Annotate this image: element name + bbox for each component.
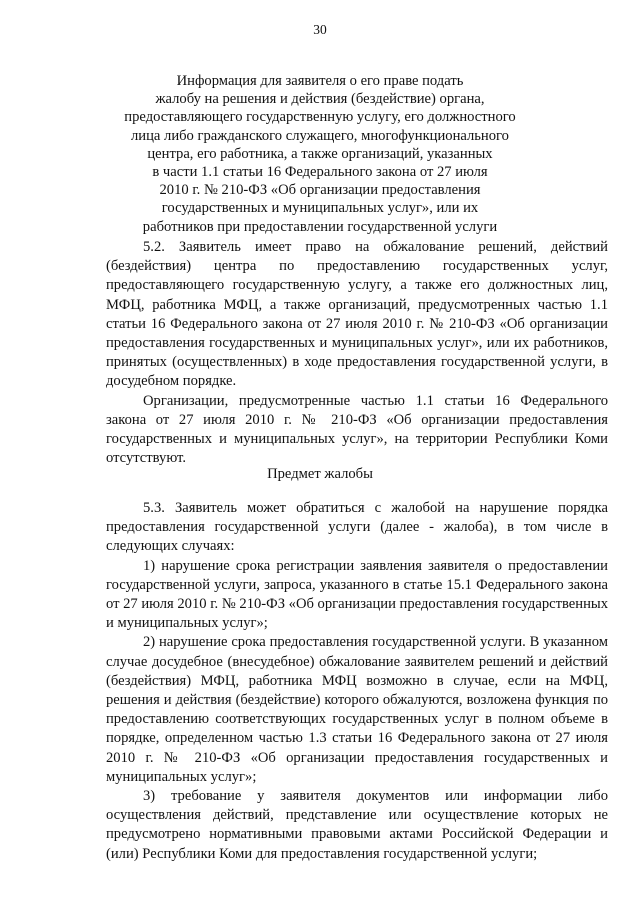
section-5-3-body — [106, 499, 608, 864]
heading-line: предоставляющего государственную услугу, его должностного — [124, 109, 516, 126]
subheading: Предмет жалобы — [267, 466, 373, 482]
heading-line: в части 1.1 статьи 16 Федерального закона от 27 июля — [152, 164, 488, 181]
list-item: 3) требование у заявителя документов или информации либо осуществления действий, представление или осуществление которых не предусмотрено нормативными правовыми актами Российской Федерации и (или) Республики Коми для предоставления государственной услуги; — [106, 788, 608, 862]
page-number: 30 — [313, 22, 327, 37]
section-heading — [0, 72, 640, 236]
paragraph: 5.3. Заявитель может обратиться с жалобой на нарушение порядка предоставления государственной услуги (далее - жалоба), в том числе в следующих случаях: — [106, 500, 608, 555]
paragraph: Организации, предусмотренные частью 1.1 статьи 16 Федерального закона от 27 июля 2010 г. № 210-ФЗ «Об организации предоставления государственных и муниципальных услуг», на территории Республики Коми отсутствуют. — [106, 392, 608, 467]
heading-line: лица либо гражданского служащего, многофункционального — [131, 127, 509, 144]
heading-line: Информация для заявителя о его праве подать — [176, 73, 464, 89]
section-5-2-body — [106, 238, 608, 468]
list-item: 2) нарушение срока предоставления государственной услуги. В указанном случае досудебное (внесудебное) обжалование заявителем решений и действий (бездействия) МФЦ, работника МФЦ возможно в случае, если на МФЦ, решения и действия (бездействие) которого обжалуются, возложена функция по предоставлению соответствующих государственных услуг в полном объеме в порядке, определенном частью 1.3 статьи 16 Федерального закона от 27 июля 2010 г. № 210-ФЗ «Об организации предоставления государственных и муниципальных услуг»; — [106, 634, 608, 785]
heading-line: 2010 г. № 210-ФЗ «Об организации предоставления — [159, 182, 481, 199]
heading-line: центра, его работника, а также организаций, указанных — [147, 145, 493, 162]
heading-line: жалобу на решения и действия (бездействие) органа, — [155, 91, 485, 108]
paragraph: 5.2. Заявитель имеет право на обжалование решений, действий (бездействия) центра по предоставлению государственных услуг, предоставляющего государственную услугу, а также его должностных лиц, МФЦ, работника МФЦ, а также организаций, предусмотренных частью 1.1 статьи 16 Федерального закона от 27 июля 2010 г. № 210-ФЗ «Об организации предоставления государственных и муниципальных услуг», или их работников, принятых (осуществленных) в ходе предоставления государственной услуги, в досудебном порядке. — [106, 239, 608, 390]
heading-line: работников при предоставлении государственной услуги — [142, 218, 498, 235]
list-item: 1) нарушение срока регистрации заявления заявителя о предоставлении государственной услуги, запроса, указанного в статье 15.1 Федерального закона от 27 июля 2010 г. № 210-ФЗ «Об организации предоставления государственных и муниципальных услуг»; — [106, 557, 608, 632]
heading-line: государственных и муниципальных услуг», или их — [161, 200, 479, 217]
